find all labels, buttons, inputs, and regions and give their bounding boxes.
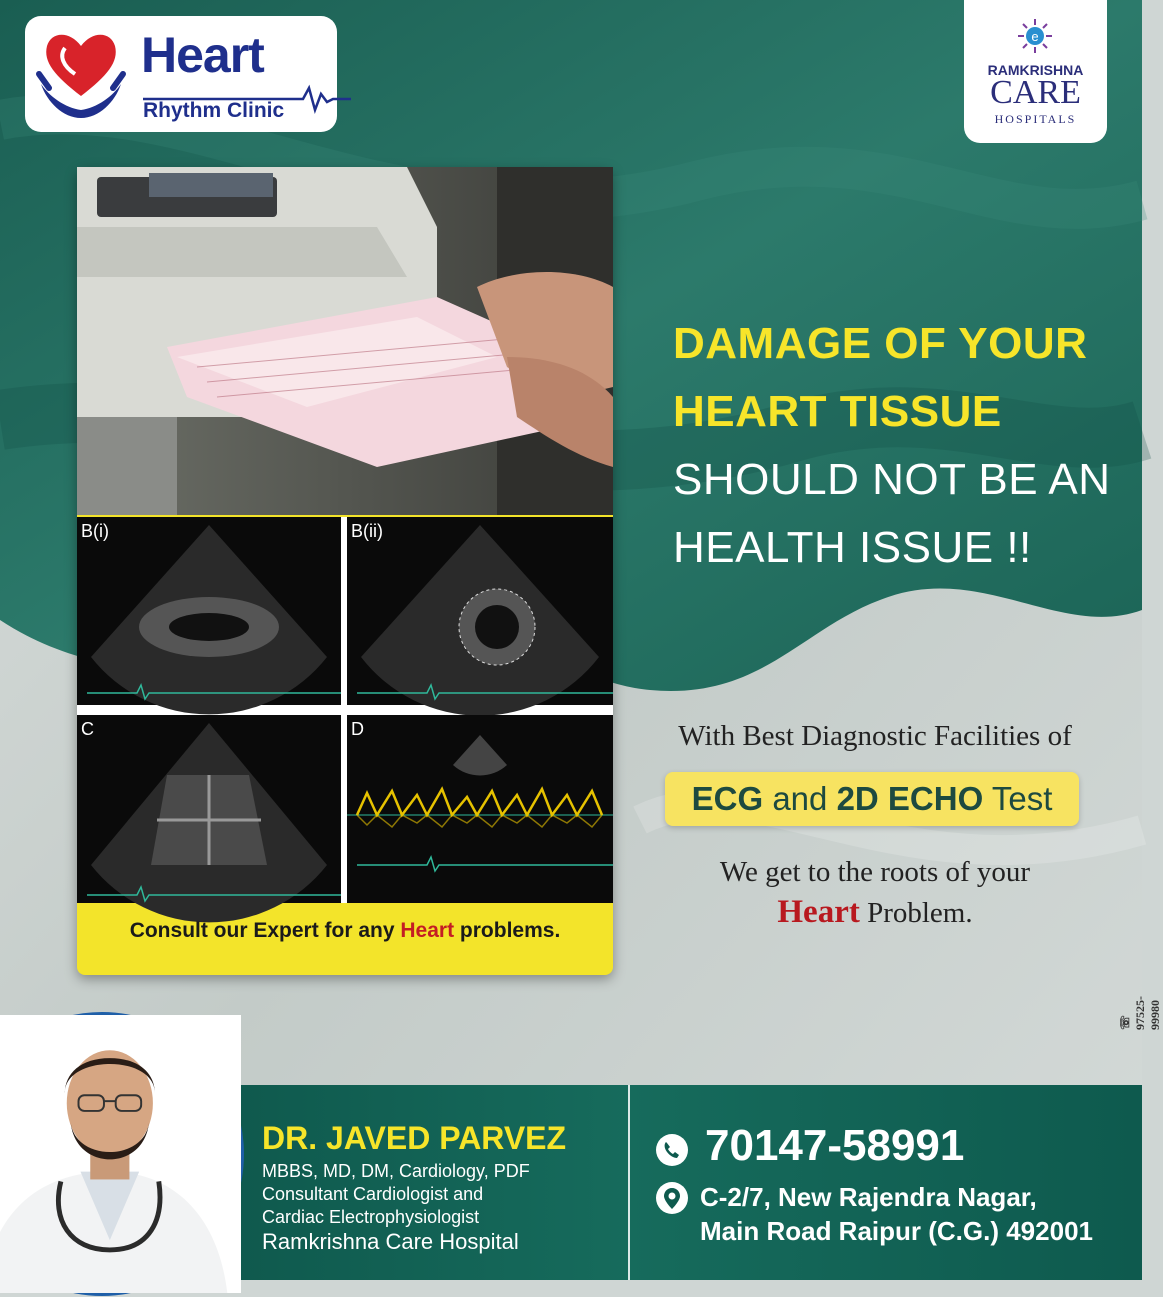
diagnostic-collage xyxy=(77,167,613,975)
echo-panel-label: D xyxy=(351,719,364,739)
contact-phone[interactable]: 70147-58991 xyxy=(705,1121,965,1170)
phone-icon xyxy=(655,1133,689,1167)
roots-problem: Problem. xyxy=(859,897,973,929)
roots-heart: Heart xyxy=(777,894,860,930)
headline-line: HEALTH ISSUE !! xyxy=(673,523,1032,572)
echo-scan-image xyxy=(347,517,613,705)
heart-hands-icon xyxy=(35,26,127,122)
echo-scan-image xyxy=(77,715,341,903)
caption-suffix: problems. xyxy=(454,919,561,942)
clinic-logo xyxy=(25,16,337,132)
echo-scan-image xyxy=(77,517,341,705)
echo-panel xyxy=(77,715,341,903)
roots-text xyxy=(640,852,1110,933)
echo-panel-label: B(ii) xyxy=(351,521,383,541)
echo-panel xyxy=(347,517,613,705)
badge-test: Test xyxy=(983,780,1053,817)
badge-and: and xyxy=(763,780,837,817)
clinic-logo-subtitle: Rhythm Clinic xyxy=(143,99,285,122)
location-pin-icon xyxy=(655,1181,689,1215)
hospital-logo-care: CARE xyxy=(990,74,1081,111)
headline-line: DAMAGE OF YOUR xyxy=(673,319,1088,368)
doctor-role: Cardiac Electrophysiologist xyxy=(262,1207,480,1227)
caption-expert: Expert xyxy=(253,919,319,942)
headline-line: SHOULD NOT BE AN xyxy=(673,455,1111,504)
doctor-hospital: Ramkrishna Care Hospital xyxy=(262,1229,519,1254)
caption-prefix: Consult our xyxy=(129,919,254,942)
clinic-logo-title: Heart xyxy=(141,27,264,83)
address-line: Main Road Raipur (C.G.) 492001 xyxy=(700,1216,1093,1246)
hospital-logo-name: RAMKRISHNA xyxy=(987,62,1084,78)
headline xyxy=(673,310,1123,582)
footer-divider xyxy=(628,1085,630,1280)
contact-address xyxy=(700,1180,1140,1248)
roots-line: We get to the roots of your xyxy=(719,856,1031,888)
doctor-qualifications: MBBS, MD, DM, Cardiology, PDF xyxy=(262,1161,530,1181)
hospital-logo-hospitals: HOSPITALS xyxy=(994,112,1077,126)
echo-panel-label: B(i) xyxy=(81,521,109,541)
doctor-portrait-image xyxy=(0,1015,241,1293)
side-phone-number: ☏ 97525-99980 xyxy=(1118,996,1162,1030)
facilities-intro: With Best Diagnostic Facilities of xyxy=(678,720,1072,752)
echo-panel-label: C xyxy=(81,719,94,739)
doctor-role: Consultant Cardiologist and xyxy=(262,1184,484,1204)
headline-line: HEART TISSUE xyxy=(673,387,1002,436)
echo-images xyxy=(77,517,613,903)
caption-mid: for any xyxy=(318,919,401,942)
ecg-echo-badge xyxy=(665,772,1079,826)
echo-doppler-image xyxy=(347,715,613,903)
badge-ecg: ECG xyxy=(691,780,764,817)
doctor-photo xyxy=(0,1012,244,1296)
address-line: C-2/7, New Rajendra Nagar, xyxy=(700,1182,1037,1212)
caption-heart: Heart xyxy=(400,919,455,942)
ecg-machine-photo xyxy=(77,167,613,515)
doctor-name: DR. JAVED PARVEZ xyxy=(262,1120,567,1156)
svg-text:e: e xyxy=(1031,29,1039,44)
badge-echo: 2D ECHO xyxy=(836,780,984,817)
hospital-logo xyxy=(964,0,1107,143)
care-sunburst-icon xyxy=(1017,18,1053,54)
echo-panel xyxy=(347,715,613,903)
consult-caption xyxy=(77,919,613,943)
echo-panel xyxy=(77,517,341,705)
